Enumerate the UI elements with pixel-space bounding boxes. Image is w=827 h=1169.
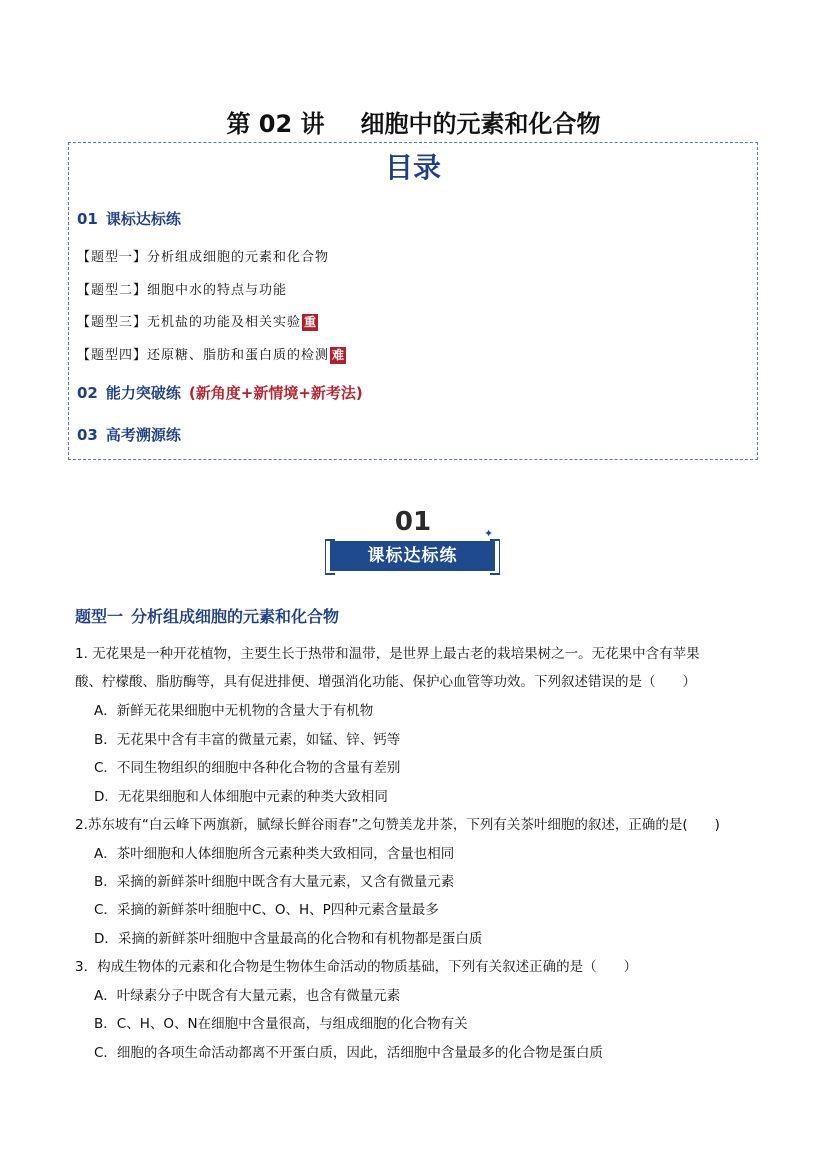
question-1-option-b: B．无花果中含有丰富的微量元素，如锰、锌、钙等: [94, 732, 401, 748]
toc-section-3-number: 03: [77, 426, 98, 444]
question-1-stem-line-1: 1. 无花果是一种开花植物，主要生长于热带和温带，是世界上最古老的栽培果树之一。无花果中含有苹果: [75, 646, 700, 662]
toc-section-2-label: 能力突破练: [105, 384, 181, 402]
question-2-option-c: C．采摘的新鲜茶叶细胞中C、O、H、P四种元素含量最多: [94, 902, 439, 918]
question-1-stem-line-2: 酸、柠檬酸、脂肪酶等，具有促进排便、增强消化功能、保护心血管等功效。下列叙述错误的是（ ）: [75, 674, 696, 690]
question-2-option-a: A．茶叶细胞和人体细胞所含元素种类大致相同，含量也相同: [94, 846, 455, 862]
question-1-option-c: C．不同生物组织的细胞中各种化合物的含量有差别: [94, 760, 401, 776]
toc-item-1-text: 【题型一】分析组成细胞的元素和化合物: [77, 250, 330, 265]
banner-number: 01: [394, 507, 432, 537]
important-badge: 重: [304, 315, 317, 329]
toc-item-3[interactable]: [77, 311, 318, 331]
question-3-option-c: C．细胞的各项生命活动都离不开蛋白质，因此，活细胞中含量最多的化合物是蛋白质: [94, 1045, 603, 1061]
toc-section-1[interactable]: [77, 208, 181, 229]
toc-item-4[interactable]: [77, 344, 346, 364]
question-3-option-a: A．叶绿素分子中既含有大量元素，也含有微量元素: [94, 988, 401, 1004]
question-1-option-a: A．新鲜无花果细胞中无机物的含量大于有机物: [94, 703, 374, 719]
toc-item-2-text: 【题型二】细胞中水的特点与功能: [77, 283, 288, 298]
sparkle-icon: ✦: [484, 527, 494, 540]
document-title: [0, 104, 827, 139]
toc-item-1[interactable]: [77, 246, 329, 265]
lecture-topic: 细胞中的元素和化合物: [360, 110, 601, 138]
toc-section-2-number: 02: [77, 384, 98, 402]
toc-item-2[interactable]: [77, 279, 287, 298]
toc-section-3-label: 高考溯源练: [105, 426, 181, 444]
question-type-text: 分析组成细胞的元素和化合物: [131, 607, 340, 626]
question-3-option-b: B．C、H、O、N在细胞中含量很高，与组成细胞的化合物有关: [94, 1016, 468, 1032]
question-2-option-b: B．采摘的新鲜茶叶细胞中既含有大量元素，又含有微量元素: [94, 874, 455, 890]
toc-section-1-number: 01: [77, 210, 98, 228]
toc-section-3[interactable]: [77, 424, 181, 445]
toc-heading: 目录: [384, 151, 441, 184]
question-3-stem: 3．构成生物体的元素和化合物是生物体生命活动的物质基础，下列有关叙述正确的是（ ）: [75, 959, 638, 975]
question-1-option-d: D．无花果细胞和人体细胞中元素的种类大致相同: [94, 789, 388, 805]
toc-box: [68, 142, 758, 460]
question-2-stem: 2.苏东坡有“白云峰下两旗新，腻绿长鲜谷雨春”之句赞美龙井茶，下列有关茶叶细胞的叙述，正确的是( ): [75, 817, 720, 833]
question-2-option-d: D．采摘的新鲜茶叶细胞中含量最高的化合物和有机物都是蛋白质: [94, 931, 483, 947]
toc-item-4-text: 【题型四】还原糖、脂肪和蛋白质的检测: [77, 348, 330, 363]
question-type-prefix: 题型一: [75, 607, 124, 626]
banner-label: 课标达标练: [330, 541, 495, 571]
toc-section-1-label: 课标达标练: [105, 210, 181, 228]
toc-section-2-note: (新角度+新情境+新考法): [188, 384, 363, 402]
question-type-heading: [75, 604, 339, 627]
toc-item-3-text: 【题型三】无机盐的功能及相关实验: [77, 315, 302, 330]
toc-section-2[interactable]: [77, 382, 363, 403]
difficult-badge: 难: [332, 348, 345, 362]
lecture-number: 第 02 讲: [226, 110, 325, 138]
